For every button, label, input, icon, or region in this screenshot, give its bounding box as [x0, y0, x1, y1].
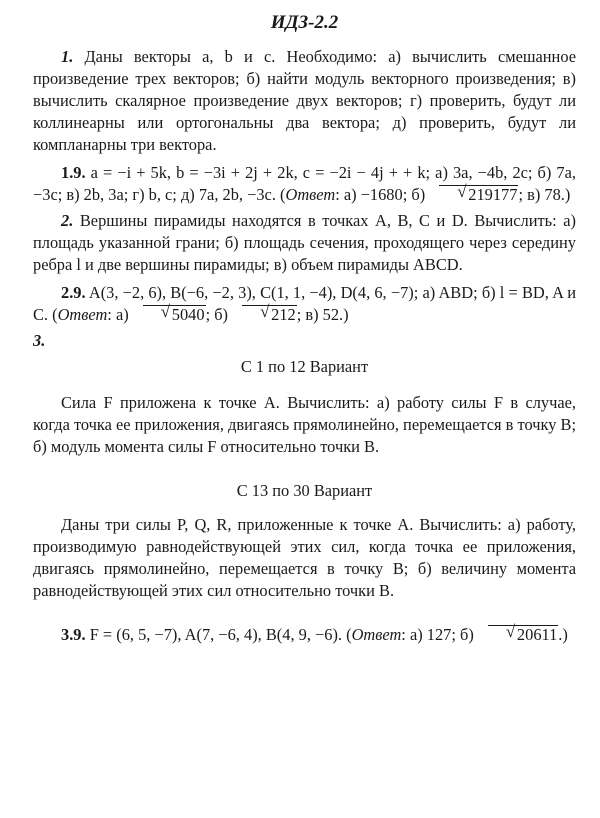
section1-heading: С 1 по 12 Вариант [240, 357, 369, 376]
task1-answer-sqrt: √ 219177 [439, 185, 518, 204]
task2-answer-sqrt-a: √ 5040 [143, 305, 206, 324]
task3-variant-number: 3.9. [61, 625, 86, 644]
task2-answer-b: ; б) [205, 305, 229, 324]
task2-answer-label: Ответ [57, 305, 108, 324]
task3-number: 3. [33, 331, 46, 350]
task2-number: 2. [61, 211, 74, 230]
task2-text: Вершины пирамиды находятся в точках A, B, C и D. Вычислить: а) площадь указанной грани; б) площадь сечения, проходящего через середину ребра l и две вершины пирамиды; в) объем пирамиды ABCD. [33, 211, 576, 274]
task2-variant-text: A(3, −2, 6), B(−6, −2, 3), C(1, 1, −4), D(4, 6, −7); а) ABD; б) l = BD, A и C. [33, 283, 576, 324]
task1-answer-a: а) −1680; б) [343, 185, 426, 204]
section2-heading: С 13 по 30 Вариант [236, 481, 373, 500]
task2-statement [33, 210, 576, 276]
task1-text: Даны векторы a, b и c. Необходимо: а) вычислить смешанное произведение трех векторов; б) найти модуль векторного произведения; в) вычислить скалярное произведение двух векторов; г) проверить, будут ли коллинеарны или ортогональны два вектора; д) проверить, будут ли компланарны три вектора. [33, 47, 576, 154]
task1-answer-label: Ответ [285, 185, 336, 204]
task3-answer-c: .) [558, 625, 568, 644]
task2-answer-a: а) [115, 305, 129, 324]
task2-answer-c: ; в) 52.) [296, 305, 349, 324]
task1-variant-number: 1.9. [61, 163, 86, 182]
task2-variant: 2.9. A(3, −2, 6), B(−6, −2, 3), C(1, 1, −4), D(4, 6, −7); а) ABD; б) l = BD, A и C. (Ответ: а) √ 5040; б) √ 212; в) 52.) [33, 282, 576, 326]
task3-answer-sqrt: √ 20611 [488, 625, 558, 644]
section1-text: Сила F приложена к точке A. Вычислить: а) работу силы F в случае, когда точка ее приложения, двигаясь прямолинейно, перемещается в точку B; б) модуль момента силы F относительно точки B. [33, 393, 576, 456]
task1-answer-c: ; в) 78.) [518, 185, 571, 204]
task1-number: 1. [61, 47, 74, 66]
task3-variant-text: F = (6, 5, −7), A(7, −6, 4), B(4, 9, −6). [89, 625, 343, 644]
task2-answer-sqrt-b: √ 212 [242, 305, 297, 324]
task3-answer-label: Ответ [351, 625, 402, 644]
section2-text: Даны три силы P, Q, R, приложенные к точке A. Вычислить: а) работу, производимую равнодействующей этих сил, когда точка ее приложения, двигаясь прямолинейно, перемещается в точку B; б) величину момента равнодействующей этих сил относительно точки B. [33, 515, 576, 600]
task3-number-line [33, 330, 576, 350]
task1-variant-text: a = −i + 5k, b = −3i + 2j + 2k, c = −2i − 4j + + k; а) 3a, −4b, 2c; б) 7a, −3c; в) 2b, 3a; г) b, c; д) 7a, 2b, −3c. [33, 163, 576, 204]
page-title: ИДЗ-2.2 [270, 12, 339, 33]
task1-variant: 1.9. a = −i + 5k, b = −3i + 2j + 2k, c = −2i − 4j + + k; а) 3a, −4b, 2c; б) 7a, −3c; в) 2b, 3a; г) b, c; д) 7a, 2b, −3c. (Ответ: а) −1680; б) √ 219177; в) 78.) [33, 162, 576, 206]
task3-variant: 3.9. F = (6, 5, −7), A(7, −6, 4), B(4, 9, −6). (Ответ: а) 127; б) √ 20611.) [33, 624, 576, 646]
task3-answer-a: а) 127; б) [409, 625, 474, 644]
task1-statement [33, 46, 576, 156]
task2-variant-number: 2.9. [61, 283, 86, 302]
